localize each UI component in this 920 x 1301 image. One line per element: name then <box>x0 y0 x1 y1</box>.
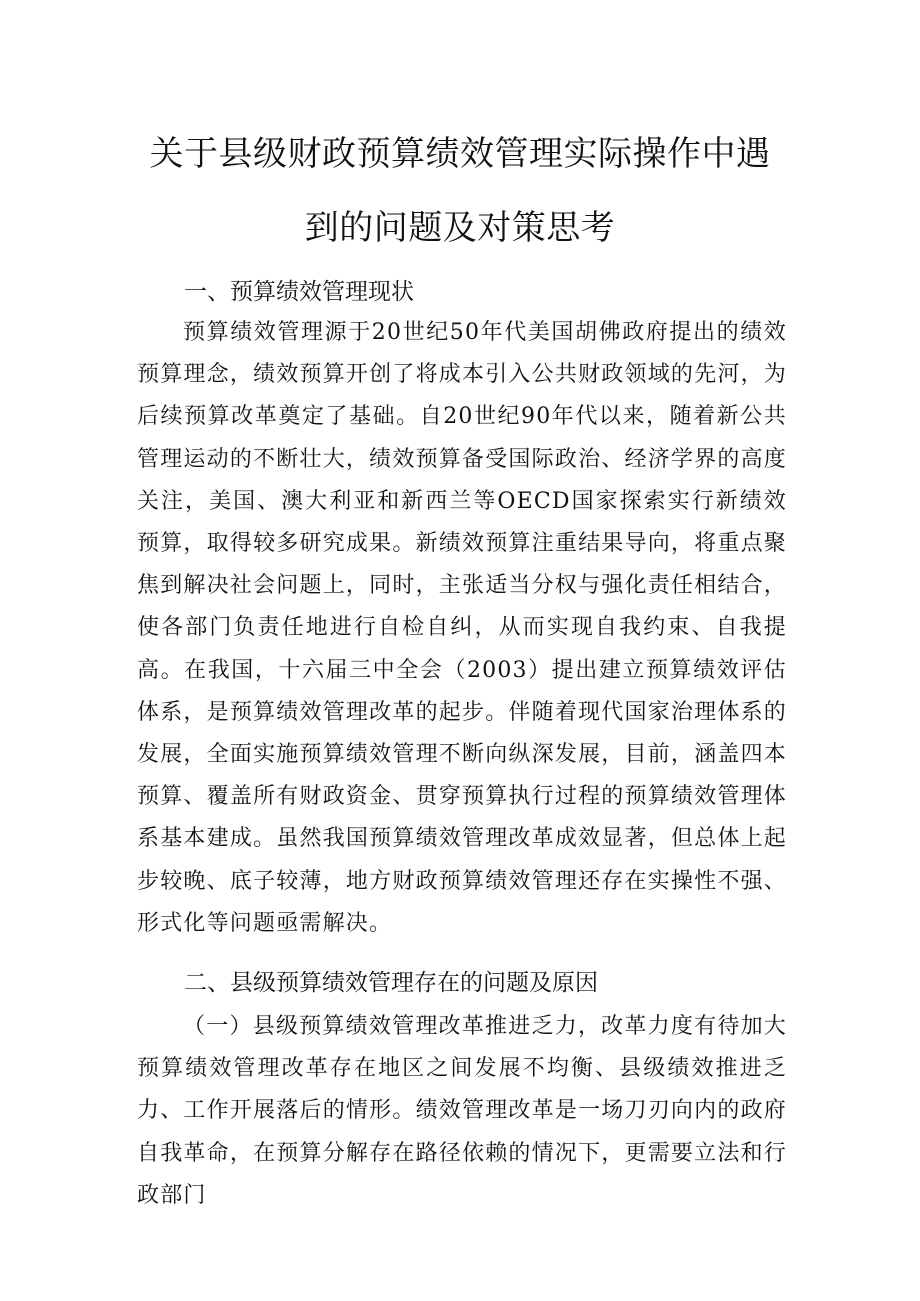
section-2-heading: 二、县级预算绩效管理存在的问题及原因 <box>184 970 598 996</box>
section-2-subheading: （一）县级预算绩效管理改革推进乏力，改革力度有待加大 <box>183 1014 787 1039</box>
section-2-body <box>137 1006 787 1217</box>
section-2-paragraph: 预算绩效管理改革存在地区之间发展不均衡、县级绩效推进乏力、工作开展落后的情形。绩效管理改革是一场刀刃向内的政府自我革命，在预算分解存在路径依赖的情况下，更需要立法和行政部门 <box>137 1056 787 1208</box>
section-1-paragraph: 预算绩效管理源于20世纪50年代美国胡佛政府提出的绩效预算理念，绩效预算开创了将成本引入公共财政领域的先河，为后续预算改革奠定了基础。自20世纪90年代以来，随着新公共管理运动的不断壮大，绩效预算备受国际政治、经济学界的高度关注，美国、澳大利亚和新西兰等OECD国家探索实行新绩效预算，取得较多研究成果。新绩效预算注重结果导向，将重点聚焦到解决社会问题上，同时，主张适当分权与强化责任相结合，使各部门负责任地进行自检自纠，从而实现自我约束、自我提高。在我国，十六届三中全会（2003）提出建立预算绩效评估体系，是预算绩效管理改革的起步。伴随着现代国家治理体系的发展，全面实施预算绩效管理不断向纵深发展，目前，涵盖四本预算、覆盖所有财政资金、贯穿预算执行过程的预算绩效管理体系基本建成。虽然我国预算绩效管理改革成效显著，但总体上起步较晚、底子较薄，地方财政预算绩效管理还存在实操性不强、形式化等问题亟需解决。 <box>137 320 787 936</box>
document-title-line-2: 到的问题及对策思考 <box>304 208 616 248</box>
section-1-heading: 一、预算绩效管理现状 <box>184 279 414 305</box>
document-title-line-1: 关于县级财政预算绩效管理实际操作中遇 <box>149 134 771 174</box>
